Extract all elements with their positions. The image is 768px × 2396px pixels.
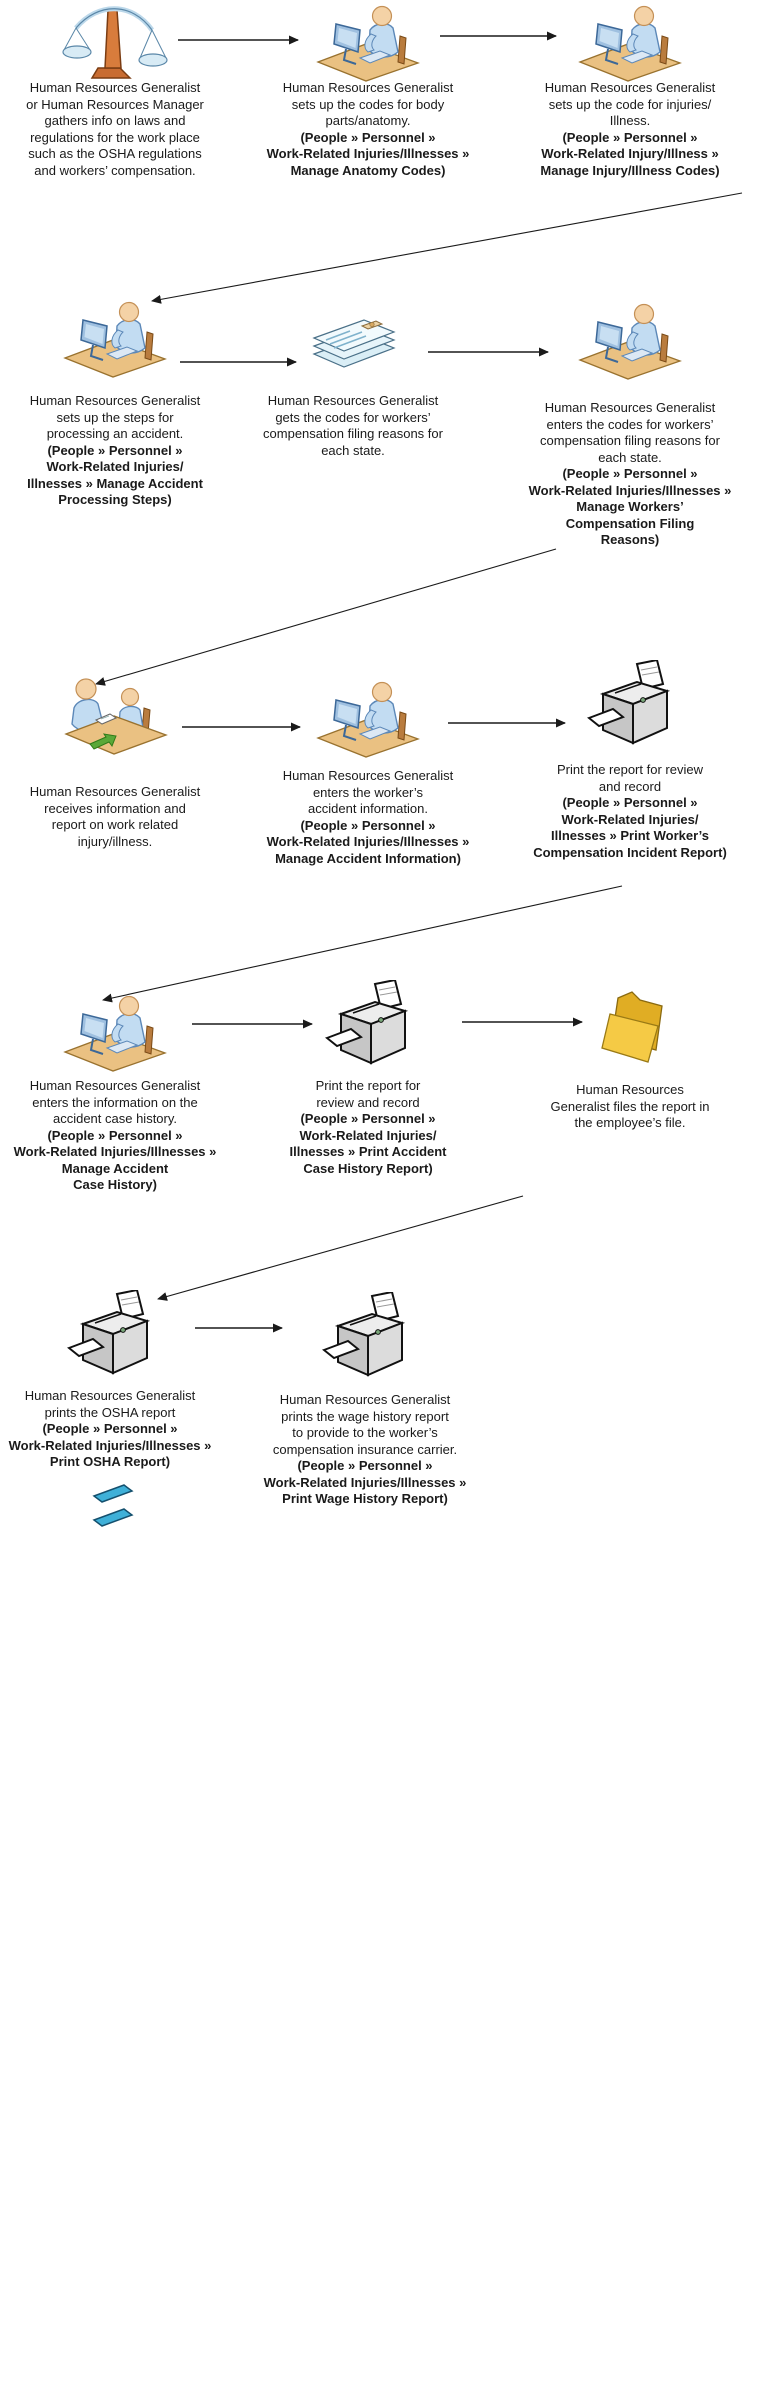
caption-line: processing an accident. <box>46 426 184 441</box>
person-at-computer-icon <box>55 992 175 1072</box>
caption-line: each state. <box>598 449 662 465</box>
caption-line: Human Resources Generalist <box>29 393 201 408</box>
menu-path-line: Illnesses » Manage Accident <box>27 475 203 491</box>
menu-path-line: Work-Related Injuries/Illnesses » <box>263 1474 467 1490</box>
caption-line: Human Resources Generalist <box>282 80 454 95</box>
caption-line: gathers info on laws and <box>44 113 186 128</box>
menu-path-line: (People » Personnel » <box>562 129 698 145</box>
step-caption-setup-processing-steps <box>0 393 233 509</box>
flow-arrow <box>158 1196 523 1299</box>
menu-path-line: Manage Accident <box>61 1160 169 1176</box>
step-caption-setup-injury-codes <box>505 80 755 179</box>
documents-stack-icon <box>306 310 401 380</box>
printer-icon <box>323 980 413 1075</box>
caption-line: Print the report for review <box>557 762 703 777</box>
caption-line: and workers’ compensation. <box>34 162 196 178</box>
menu-path-line: Work-Related Injuries/Illnesses » <box>266 146 470 161</box>
step-caption-print-wage-history-report <box>238 1392 493 1508</box>
flow-arrow <box>152 193 742 301</box>
caption-line: each state. <box>321 442 385 458</box>
caption-line: sets up the codes for body <box>291 96 445 112</box>
menu-path-line: Illnesses » Print Accident <box>289 1144 447 1159</box>
caption-line: accident information. <box>308 801 428 816</box>
person-at-computer-icon <box>55 298 175 378</box>
menu-path-line: Case History Report) <box>303 1160 433 1176</box>
caption-line: prints the wage history report <box>281 1408 449 1424</box>
step-caption-print-incident-report <box>503 762 758 861</box>
caption-line: sets up the steps for <box>56 409 174 425</box>
caption-line: Human Resources Generalist <box>544 400 716 415</box>
menu-path-line: Compensation Filing <box>565 515 695 531</box>
caption-line: Human Resources Generalist <box>29 80 201 95</box>
menu-path-line: Manage Workers’ <box>576 499 684 514</box>
caption-line: Human Resources Generalist <box>24 1388 196 1403</box>
menu-path-line: (People » Personnel » <box>297 1458 433 1473</box>
caption-line: Generalist files the report in <box>550 1098 710 1114</box>
menu-path-line: Work-Related Injuries/ <box>299 1127 437 1143</box>
step-caption-setup-anatomy-codes <box>243 80 493 179</box>
two-people-meeting-icon <box>58 672 173 772</box>
caption-line: Illness. <box>609 113 651 128</box>
menu-path-line: Case History) <box>73 1177 157 1192</box>
caption-line: compensation filing reasons for <box>263 426 443 441</box>
menu-path-line: (People » Personnel » <box>300 1111 436 1126</box>
caption-line: or Human Resources Manager <box>26 96 204 112</box>
menu-path-line: Processing Steps) <box>58 492 172 507</box>
caption-line: Print the report for <box>315 1078 421 1093</box>
menu-path-line: Work-Related Injuries/Illnesses » <box>8 1437 212 1453</box>
caption-line: compensation filing reasons for <box>540 433 720 448</box>
caption-line: enters the information on the <box>32 1094 198 1110</box>
menu-path-line: Work-Related Injuries/ <box>561 811 699 827</box>
person-at-computer-icon <box>570 2 690 82</box>
caption-line: regulations for the work place <box>30 129 200 145</box>
caption-line: accident case history. <box>52 1111 178 1126</box>
caption-line: Human Resources Generalist <box>279 1392 451 1407</box>
caption-line: compensation insurance carrier. <box>272 1441 458 1457</box>
step-caption-get-filing-reason-codes <box>228 393 478 459</box>
menu-path-line: Reasons) <box>600 532 660 547</box>
step-caption-file-report <box>513 1082 748 1132</box>
caption-line: prints the OSHA report <box>44 1404 176 1420</box>
menu-path-line: Work-Related Injuries/Illnesses » <box>528 482 732 498</box>
caption-line: review and record <box>316 1094 420 1110</box>
step-caption-print-case-history-report <box>243 1078 493 1177</box>
step-caption-enter-filing-reason-codes <box>505 400 755 549</box>
menu-path-line: Work-Related Injuries/Illnesses » <box>266 834 470 849</box>
menu-path-line: Print Wage History Report) <box>282 1491 448 1506</box>
caption-line: enters the worker’s <box>312 784 424 800</box>
caption-line: such as the OSHA regulations <box>28 146 202 161</box>
person-at-computer-icon <box>308 678 428 758</box>
menu-path-line: (People » Personnel » <box>47 442 183 458</box>
person-at-computer-icon <box>308 2 428 82</box>
caption-line: injury/illness. <box>77 833 153 849</box>
menu-path-line: Manage Injury/Illness Codes) <box>540 162 720 178</box>
step-caption-gather-regulations <box>0 80 233 179</box>
menu-path-line: Work-Related Injuries/ <box>46 459 184 474</box>
menu-path-line: (People » Personnel » <box>562 466 698 481</box>
menu-path-line: (People » Personnel » <box>562 795 698 810</box>
menu-path-line: Manage Accident Information) <box>275 850 461 866</box>
menu-path-line: Work-Related Injury/Illness » <box>541 146 719 161</box>
caption-line: enters the codes for workers’ <box>546 416 714 432</box>
menu-path-line: Manage Anatomy Codes) <box>290 162 446 178</box>
caption-line: Human Resources Generalist <box>29 1078 201 1093</box>
flow-arrow <box>96 549 556 684</box>
menu-path-line: Compensation Incident Report) <box>533 844 727 860</box>
printer-icon <box>320 1292 410 1387</box>
caption-line: to provide to the worker’s <box>292 1425 438 1440</box>
menu-path-line: (People » Personnel » <box>47 1127 183 1143</box>
step-caption-enter-case-history <box>0 1078 240 1194</box>
caption-line: Human Resources <box>576 1082 684 1097</box>
menu-path-line: Illnesses » Print Worker’s <box>551 828 709 843</box>
menu-path-line: (People » Personnel » <box>300 817 436 833</box>
menu-path-line: Work-Related Injuries/Illnesses » <box>13 1144 217 1159</box>
step-caption-enter-accident-info <box>243 768 493 867</box>
caption-line: report on work related <box>51 817 179 832</box>
menu-path-line: Print OSHA Report) <box>49 1454 171 1469</box>
caption-line: the employee’s file. <box>574 1115 686 1130</box>
caption-line: and record <box>598 778 662 794</box>
folder-icon <box>590 988 670 1078</box>
caption-line: Human Resources Generalist <box>267 393 439 408</box>
printer-icon <box>585 660 675 755</box>
step-caption-print-osha-report <box>0 1388 235 1471</box>
caption-line: receives information and <box>44 800 186 816</box>
caption-line: Human Resources Generalist <box>29 784 201 799</box>
caption-line: parts/anatomy. <box>325 113 411 128</box>
caption-line: Human Resources Generalist <box>544 80 716 95</box>
printer-icon <box>65 1290 155 1385</box>
menu-path-line: (People » Personnel » <box>300 129 436 145</box>
blue-fragment-icon <box>92 1482 136 1528</box>
caption-line: Human Resources Generalist <box>282 768 454 783</box>
scales-icon <box>58 0 173 82</box>
caption-line: sets up the code for injuries/ <box>548 96 712 112</box>
menu-path-line: (People » Personnel » <box>42 1421 178 1436</box>
person-at-computer-icon <box>570 300 690 380</box>
step-caption-receive-injury-report <box>0 784 233 850</box>
caption-line: gets the codes for workers’ <box>275 409 431 425</box>
